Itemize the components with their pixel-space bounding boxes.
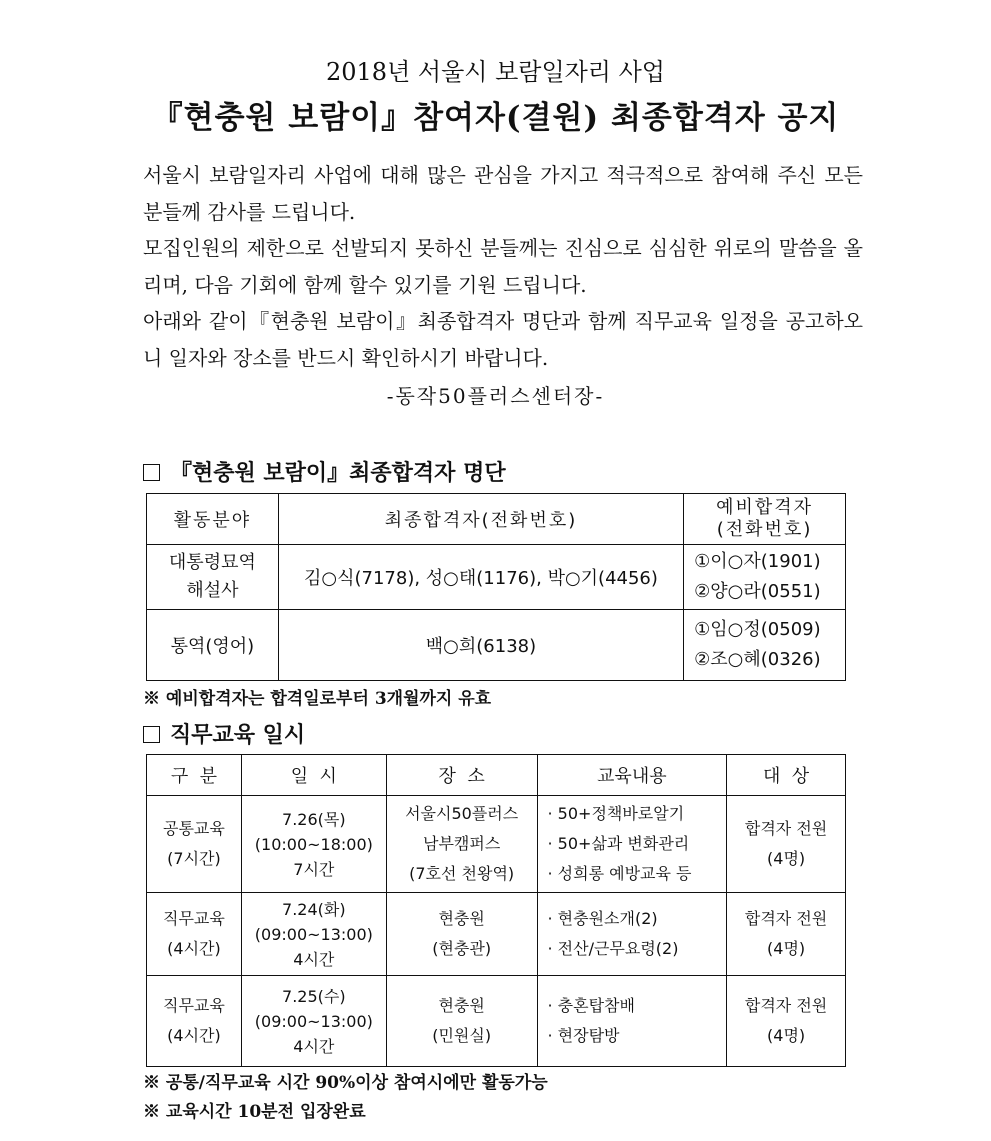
target-line2: (4명) [767, 1026, 806, 1045]
section2-title: 직무교육 일시 [170, 722, 306, 748]
reserve-note: ※ 예비합격자는 합격일로부터 3개월까지 유효 [143, 689, 492, 709]
category-hours: (4시간) [167, 939, 221, 958]
header-category: 구 분 [147, 755, 242, 796]
header-target: 대 상 [727, 755, 846, 796]
place-line2: 남부캠퍼스 [423, 834, 501, 853]
time: (10:00~18:00) [254, 834, 373, 854]
section1-heading [143, 456, 506, 487]
field-line2: 해설사 [186, 580, 239, 601]
reserve-cell [684, 610, 846, 681]
place-cell [386, 796, 537, 893]
time: (09:00~13:00) [254, 1011, 373, 1031]
page-title: 『현충원 보람이』참여자(결원) 최종합격자 공지 [151, 100, 840, 136]
table-row [147, 545, 846, 610]
duration: 4시간 [293, 949, 335, 969]
table-row [147, 976, 846, 1067]
reserve-2: ②조○혜(0326) [694, 649, 821, 670]
date: 7.26(목) [282, 809, 346, 829]
header-reserve-line1: 예비합격자 [716, 497, 814, 518]
table-header-row [147, 755, 846, 796]
datetime-cell [241, 976, 386, 1067]
time: (09:00~13:00) [254, 924, 373, 944]
place-line1: 현충원 [438, 909, 485, 928]
content-item: · 현충원소개(2) [547, 909, 658, 928]
target-line2: (4명) [767, 849, 806, 868]
target-line1: 합격자 전원 [744, 909, 828, 928]
reserve-1: ①이○자(1901) [694, 551, 821, 572]
passed-cell: 김○식(7178), 성○태(1176), 박○기(4456) [278, 545, 683, 610]
header-place: 장 소 [386, 755, 537, 796]
category-type: 직무교육 [163, 996, 225, 1015]
header-datetime: 일 시 [241, 755, 386, 796]
intro-paragraph-2: 모집인원의 제한으로 선발되지 못하신 분들께는 진심으로 심심한 위로의 말씀을 올리며, 다음 기회에 함께 할수 있기를 기원 드립니다. [143, 236, 863, 297]
title-line1: 2018년 서울시 보람일자리 사업 [326, 58, 665, 86]
duration: 4시간 [293, 1036, 335, 1056]
header-field: 활동분야 [147, 494, 279, 545]
content-item: · 성희롱 예방교육 등 [547, 864, 692, 883]
content-cell [537, 796, 727, 893]
datetime-cell [241, 796, 386, 893]
place-cell [386, 976, 537, 1067]
reserve-1: ①임○정(0509) [694, 619, 821, 640]
section1-title: 『현충원 보람이』최종합격자 명단 [170, 460, 506, 486]
intro-paragraph-3: 아래와 같이『현충원 보람이』최종합격자 명단과 함께 직무교육 일정을 공고하오니 일자와 장소를 반드시 확인하시기 바랍니다. [143, 309, 863, 370]
reserve-2: ②양○라(0551) [694, 581, 821, 602]
target-cell [727, 976, 846, 1067]
target-line1: 합격자 전원 [744, 819, 828, 838]
content-item: · 충혼탑참배 [547, 996, 635, 1015]
intro-paragraph-1: 서울시 보람일자리 사업에 대해 많은 관심을 가지고 적극적으로 참여해 주신 모든 분들께 감사를 드립니다. [143, 163, 863, 224]
section2-heading [143, 718, 305, 749]
table-header-row [147, 494, 846, 545]
content-item: · 50+삶과 변화관리 [547, 834, 690, 853]
field-cell: 통역(영어) [147, 610, 279, 681]
place-cell [386, 893, 537, 976]
reserve-cell [684, 545, 846, 610]
category-hours: (7시간) [167, 849, 221, 868]
category-type: 공통교육 [163, 819, 225, 838]
header-finalists: 최종합격자(전화번호) [278, 494, 683, 545]
content-item: · 50+정책바로알기 [547, 804, 685, 823]
header-content: 교육내용 [537, 755, 727, 796]
place-line2: (민원실) [432, 1026, 492, 1045]
target-cell [727, 893, 846, 976]
finalists-table [146, 493, 846, 681]
category-hours: (4시간) [167, 1026, 221, 1045]
duration: 7시간 [293, 859, 335, 879]
content-cell [537, 893, 727, 976]
target-line1: 합격자 전원 [744, 996, 828, 1015]
header-reserve-line2: (전화번호) [716, 519, 813, 540]
category-type: 직무교육 [163, 909, 225, 928]
category-cell [147, 796, 242, 893]
arrival-note: ※ 교육시간 10분전 입장완료 [143, 1102, 366, 1122]
table-row [147, 610, 846, 681]
target-cell [727, 796, 846, 893]
target-line2: (4명) [767, 939, 806, 958]
category-cell [147, 893, 242, 976]
datetime-cell [241, 893, 386, 976]
signature: -동작50플러스센터장- [386, 384, 605, 408]
content-item: · 현장탐방 [547, 1026, 620, 1045]
place-line3: (7호선 천왕역) [409, 864, 515, 883]
table-row [147, 796, 846, 893]
place-line1: 현충원 [438, 996, 485, 1015]
category-cell [147, 976, 242, 1067]
checkbox-square-icon [143, 464, 160, 481]
attendance-note: ※ 공통/직무교육 시간 90%이상 참여시에만 활동가능 [143, 1073, 548, 1093]
field-line1: 대통령묘역 [168, 552, 256, 573]
checkbox-square-icon [143, 726, 160, 743]
date: 7.24(화) [282, 899, 346, 919]
content-cell [537, 976, 727, 1067]
field-cell [147, 545, 279, 610]
table-row [147, 893, 846, 976]
place-line1: 서울시50플러스 [405, 804, 519, 823]
header-reserve [684, 494, 846, 545]
place-line2: (현충관) [432, 939, 492, 958]
passed-cell: 백○희(6138) [278, 610, 683, 681]
training-table [146, 754, 846, 1067]
content-item: · 전산/근무요령(2) [547, 939, 679, 958]
date: 7.25(수) [282, 986, 346, 1006]
